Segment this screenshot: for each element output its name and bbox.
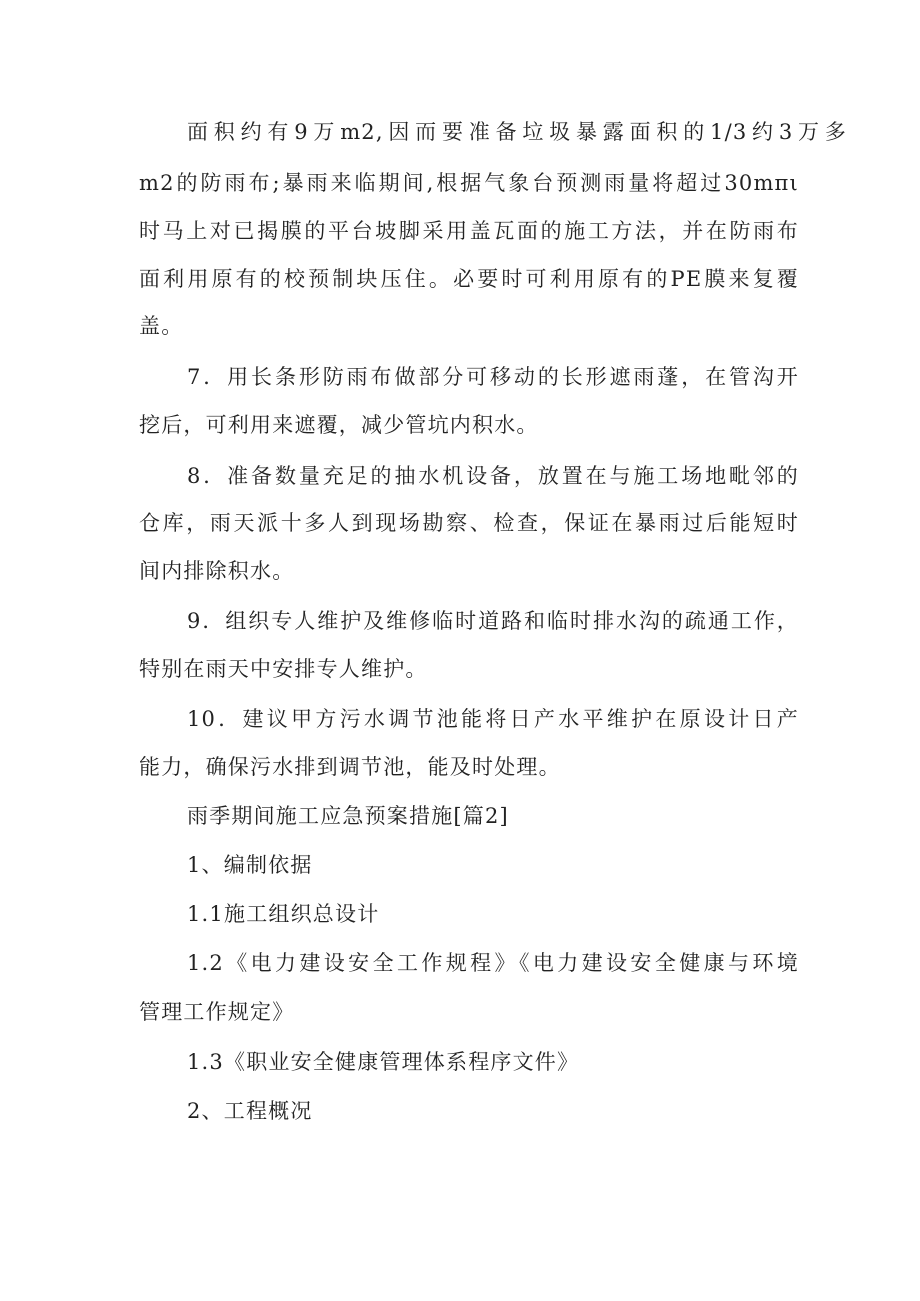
subsection-item: 1.2《电力建设安全工作规程》《电力建设安全健康与环境: [187, 951, 799, 975]
list-item-line: 8．准备数量充足的抽水机设备，放置在与施工场地毗邻的: [187, 464, 799, 488]
list-item-line: 仓库，雨天派十多人到现场勘察、检查，保证在暴雨过后能短时: [139, 511, 799, 535]
section-heading: 2、工程概况: [187, 1099, 313, 1123]
list-item-line: 挖后，可利用来遮覆，减少管坑内积水。: [139, 413, 539, 437]
subsection-item: 管理工作规定》: [139, 1000, 295, 1024]
subsection-item: 1.1施工组织总设计: [187, 902, 380, 926]
subsection-item: 1.3《职业安全健康管理体系程序文件》: [187, 1050, 580, 1074]
section-heading: 1、编制依据: [187, 853, 313, 877]
list-item-line: 9．组织专人维护及维修临时道路和临时排水沟的疏通工作，: [187, 609, 799, 633]
list-item-line: 10．建议甲方污水调节池能将日产水平维护在原设计日产: [187, 707, 799, 731]
list-item-line: 能力，确保污水排到调节池，能及时处理。: [139, 755, 561, 779]
paragraph-line: 面积约有9万m2,因而要准备垃圾暴露面积的1/3约3万多: [187, 120, 847, 144]
paragraph-line: 时马上对已揭膜的平台坡脚采用盖瓦面的施工方法，并在防雨布: [139, 219, 799, 243]
list-item-line: 7．用长条形防雨布做部分可移动的长形遮雨蓬，在管沟开: [187, 365, 799, 389]
paragraph-line: 盖。: [139, 314, 184, 338]
list-item-line: 间内排除积水。: [139, 559, 295, 583]
paragraph-line: m2的防雨布;暴雨来临期间,根据气象台预测雨量将超过30mπι: [139, 171, 799, 195]
list-item-line: 特别在雨天中安排专人维护。: [139, 657, 428, 681]
paragraph-line: 面利用原有的校预制块压住。必要时可利用原有的PE膜来复覆: [139, 267, 799, 291]
section-title: 雨季期间施工应急预案措施[篇2]: [187, 804, 509, 828]
